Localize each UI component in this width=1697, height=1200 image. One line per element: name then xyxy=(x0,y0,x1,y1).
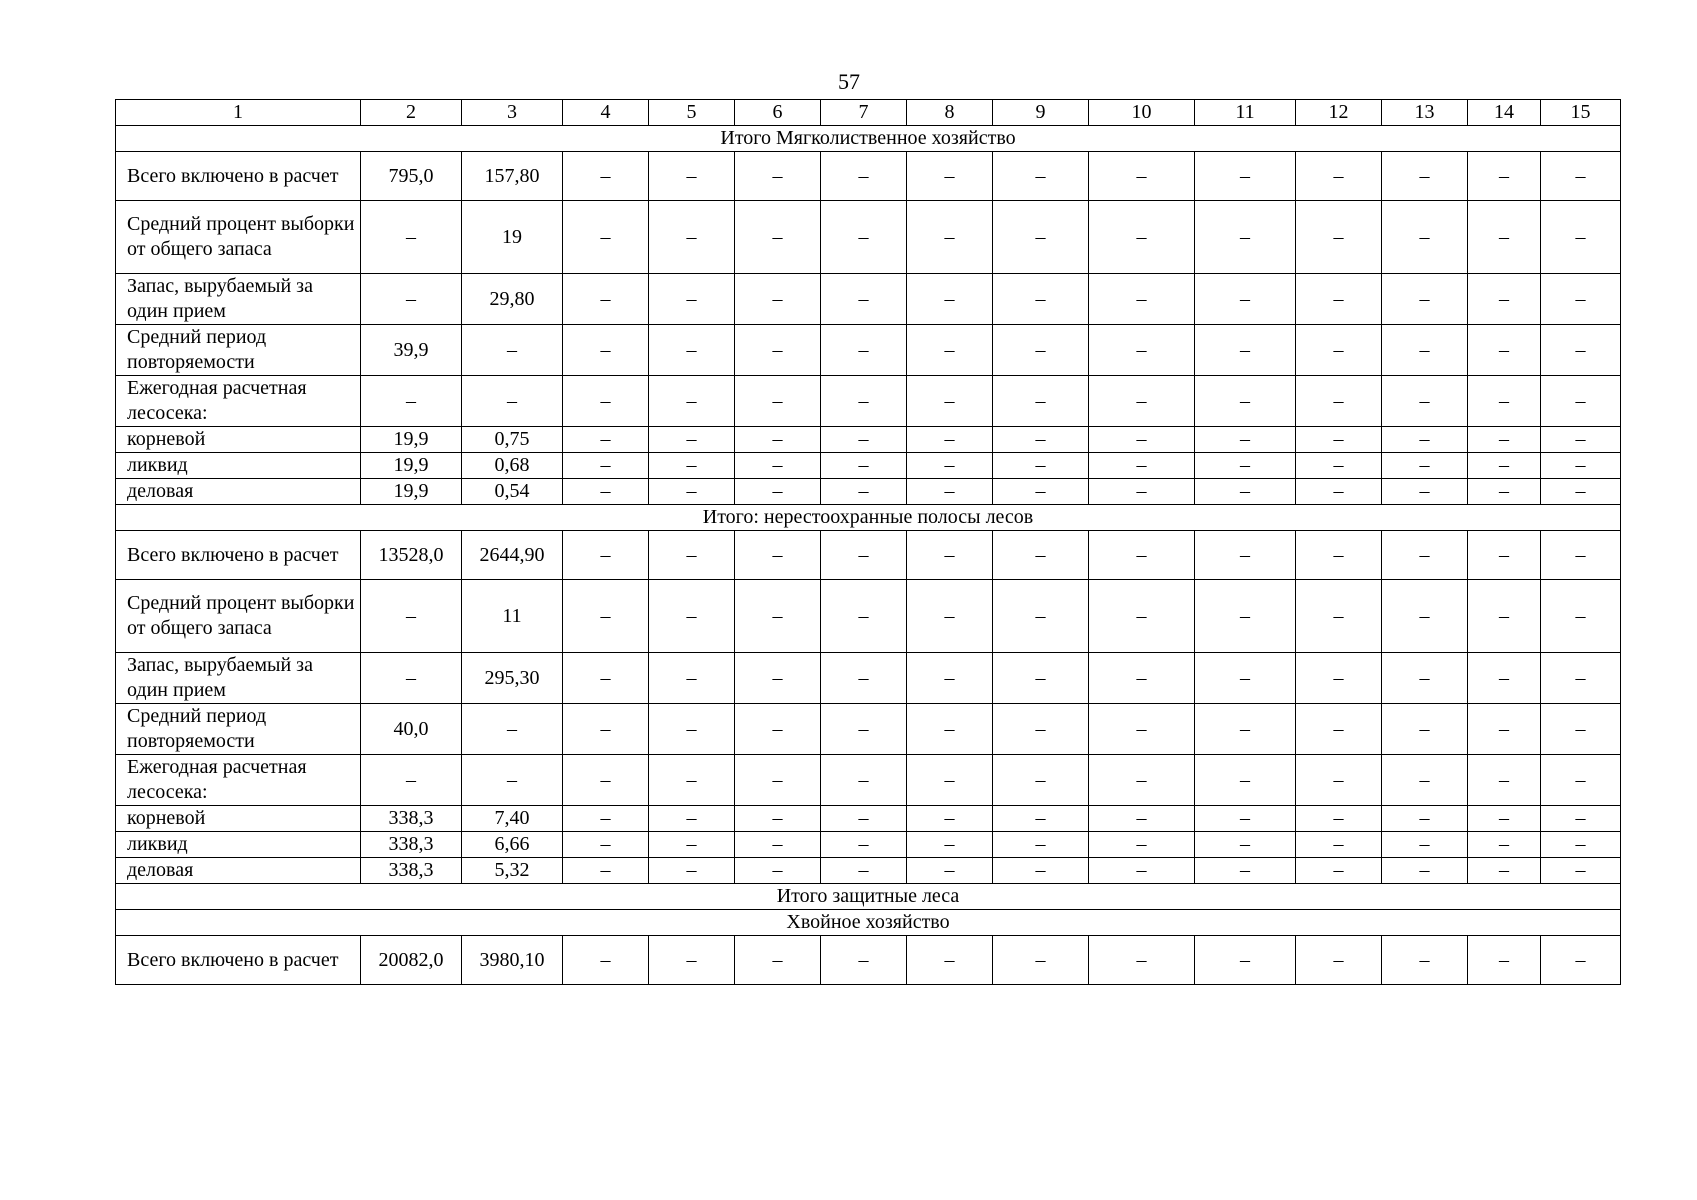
cell-col-14: – xyxy=(1468,832,1541,858)
cell-col-14: – xyxy=(1468,653,1541,704)
cell-col-9: – xyxy=(993,580,1089,653)
cell-col-2: – xyxy=(361,755,462,806)
cell-col-9: – xyxy=(993,653,1089,704)
cell-col-3: 295,30 xyxy=(462,653,563,704)
section-title-row xyxy=(116,505,1621,531)
cell-col-15: – xyxy=(1541,858,1621,884)
row-label: Средний период повторяемости xyxy=(116,325,361,376)
cell-col-3: – xyxy=(462,755,563,806)
cell-col-10: – xyxy=(1089,806,1195,832)
cell-col-13: – xyxy=(1382,152,1468,201)
cell-col-3: 19 xyxy=(462,201,563,274)
cell-col-2: 19,9 xyxy=(361,479,462,505)
cell-col-6: – xyxy=(735,152,821,201)
cell-col-5: – xyxy=(649,274,735,325)
table-row xyxy=(116,704,1621,755)
cell-col-7: – xyxy=(821,152,907,201)
cell-col-7: – xyxy=(821,580,907,653)
cell-col-2: 795,0 xyxy=(361,152,462,201)
cell-col-2: 338,3 xyxy=(361,806,462,832)
cell-col-10: – xyxy=(1089,531,1195,580)
table-row xyxy=(116,858,1621,884)
cell-col-14: – xyxy=(1468,274,1541,325)
row-label: Всего включено в расчет xyxy=(116,936,361,985)
table-row xyxy=(116,376,1621,427)
column-number: 15 xyxy=(1541,100,1621,126)
cell-col-4: – xyxy=(563,936,649,985)
cell-col-13: – xyxy=(1382,201,1468,274)
row-label: ликвид xyxy=(116,453,361,479)
table-row xyxy=(116,479,1621,505)
cell-col-10: – xyxy=(1089,858,1195,884)
cell-col-4: – xyxy=(563,806,649,832)
cell-col-4: – xyxy=(563,479,649,505)
cell-col-11: – xyxy=(1195,704,1296,755)
cell-col-2: 13528,0 xyxy=(361,531,462,580)
cell-col-8: – xyxy=(907,274,993,325)
cell-col-10: – xyxy=(1089,755,1195,806)
cell-col-5: – xyxy=(649,427,735,453)
cell-col-12: – xyxy=(1296,653,1382,704)
cell-col-8: – xyxy=(907,479,993,505)
cell-col-14: – xyxy=(1468,453,1541,479)
cell-col-13: – xyxy=(1382,325,1468,376)
cell-col-11: – xyxy=(1195,427,1296,453)
cell-col-5: – xyxy=(649,531,735,580)
column-number: 11 xyxy=(1195,100,1296,126)
cell-col-9: – xyxy=(993,755,1089,806)
cell-col-9: – xyxy=(993,201,1089,274)
cell-col-5: – xyxy=(649,376,735,427)
column-number: 14 xyxy=(1468,100,1541,126)
cell-col-11: – xyxy=(1195,755,1296,806)
cell-col-2: – xyxy=(361,376,462,427)
cell-col-2: – xyxy=(361,274,462,325)
cell-col-6: – xyxy=(735,201,821,274)
cell-col-15: – xyxy=(1541,325,1621,376)
cell-col-9: – xyxy=(993,806,1089,832)
cell-col-5: – xyxy=(649,806,735,832)
cell-col-10: – xyxy=(1089,832,1195,858)
cell-col-6: – xyxy=(735,580,821,653)
cell-col-8: – xyxy=(907,376,993,427)
cell-col-5: – xyxy=(649,453,735,479)
row-label: Ежегодная расчетная лесосека: xyxy=(116,755,361,806)
cell-col-13: – xyxy=(1382,274,1468,325)
cell-col-7: – xyxy=(821,325,907,376)
cell-col-4: – xyxy=(563,427,649,453)
row-label: деловая xyxy=(116,858,361,884)
cell-col-7: – xyxy=(821,479,907,505)
cell-col-11: – xyxy=(1195,806,1296,832)
row-label: Средний процент выборки от общего запаса xyxy=(116,201,361,274)
cell-col-9: – xyxy=(993,325,1089,376)
cell-col-11: – xyxy=(1195,531,1296,580)
row-label: Запас, вырубаемый за один прием xyxy=(116,653,361,704)
cell-col-11: – xyxy=(1195,580,1296,653)
table-row xyxy=(116,325,1621,376)
cell-col-12: – xyxy=(1296,201,1382,274)
cell-col-12: – xyxy=(1296,580,1382,653)
column-number: 2 xyxy=(361,100,462,126)
cell-col-6: – xyxy=(735,858,821,884)
cell-col-8: – xyxy=(907,453,993,479)
section-title: Итого Мягколиственное хозяйство xyxy=(116,126,1621,152)
cell-col-15: – xyxy=(1541,479,1621,505)
cell-col-5: – xyxy=(649,858,735,884)
cell-col-13: – xyxy=(1382,704,1468,755)
cell-col-3: 11 xyxy=(462,580,563,653)
section-title: Итого: нерестоохранные полосы лесов xyxy=(116,505,1621,531)
cell-col-14: – xyxy=(1468,806,1541,832)
cell-col-10: – xyxy=(1089,201,1195,274)
cell-col-7: – xyxy=(821,832,907,858)
cell-col-6: – xyxy=(735,531,821,580)
cell-col-14: – xyxy=(1468,427,1541,453)
cell-col-4: – xyxy=(563,531,649,580)
cell-col-9: – xyxy=(993,274,1089,325)
table-row xyxy=(116,806,1621,832)
cell-col-3: 0,54 xyxy=(462,479,563,505)
cell-col-13: – xyxy=(1382,376,1468,427)
cell-col-7: – xyxy=(821,858,907,884)
cell-col-12: – xyxy=(1296,427,1382,453)
cell-col-15: – xyxy=(1541,704,1621,755)
table-row xyxy=(116,832,1621,858)
cell-col-2: – xyxy=(361,201,462,274)
cell-col-9: – xyxy=(993,427,1089,453)
cell-col-15: – xyxy=(1541,427,1621,453)
cell-col-7: – xyxy=(821,201,907,274)
cell-col-15: – xyxy=(1541,453,1621,479)
row-label: корневой xyxy=(116,806,361,832)
cell-col-9: – xyxy=(993,453,1089,479)
cell-col-14: – xyxy=(1468,152,1541,201)
header-row xyxy=(116,100,1621,126)
cell-col-4: – xyxy=(563,704,649,755)
cell-col-6: – xyxy=(735,832,821,858)
cell-col-11: – xyxy=(1195,152,1296,201)
forest-table xyxy=(115,99,1621,985)
cell-col-4: – xyxy=(563,152,649,201)
cell-col-12: – xyxy=(1296,755,1382,806)
cell-col-10: – xyxy=(1089,936,1195,985)
cell-col-14: – xyxy=(1468,704,1541,755)
cell-col-5: – xyxy=(649,704,735,755)
cell-col-10: – xyxy=(1089,152,1195,201)
table-row xyxy=(116,653,1621,704)
cell-col-15: – xyxy=(1541,201,1621,274)
cell-col-15: – xyxy=(1541,580,1621,653)
cell-col-3: 157,80 xyxy=(462,152,563,201)
cell-col-11: – xyxy=(1195,479,1296,505)
cell-col-11: – xyxy=(1195,376,1296,427)
cell-col-6: – xyxy=(735,479,821,505)
cell-col-3: 0,75 xyxy=(462,427,563,453)
cell-col-6: – xyxy=(735,274,821,325)
cell-col-4: – xyxy=(563,653,649,704)
cell-col-6: – xyxy=(735,704,821,755)
cell-col-3: – xyxy=(462,325,563,376)
cell-col-10: – xyxy=(1089,653,1195,704)
cell-col-5: – xyxy=(649,936,735,985)
cell-col-4: – xyxy=(563,580,649,653)
cell-col-15: – xyxy=(1541,376,1621,427)
cell-col-8: – xyxy=(907,531,993,580)
cell-col-10: – xyxy=(1089,453,1195,479)
cell-col-9: – xyxy=(993,832,1089,858)
row-label: Всего включено в расчет xyxy=(116,152,361,201)
cell-col-10: – xyxy=(1089,704,1195,755)
cell-col-14: – xyxy=(1468,479,1541,505)
cell-col-11: – xyxy=(1195,858,1296,884)
cell-col-2: 338,3 xyxy=(361,832,462,858)
cell-col-13: – xyxy=(1382,858,1468,884)
cell-col-4: – xyxy=(563,755,649,806)
cell-col-6: – xyxy=(735,653,821,704)
cell-col-13: – xyxy=(1382,653,1468,704)
cell-col-8: – xyxy=(907,427,993,453)
cell-col-11: – xyxy=(1195,653,1296,704)
row-label: Ежегодная расчетная лесосека: xyxy=(116,376,361,427)
cell-col-7: – xyxy=(821,936,907,985)
cell-col-4: – xyxy=(563,832,649,858)
cell-col-2: 39,9 xyxy=(361,325,462,376)
cell-col-3: 2644,90 xyxy=(462,531,563,580)
cell-col-8: – xyxy=(907,152,993,201)
row-label: Всего включено в расчет xyxy=(116,531,361,580)
cell-col-8: – xyxy=(907,704,993,755)
table-row xyxy=(116,152,1621,201)
cell-col-8: – xyxy=(907,653,993,704)
cell-col-7: – xyxy=(821,755,907,806)
cell-col-8: – xyxy=(907,858,993,884)
cell-col-8: – xyxy=(907,806,993,832)
cell-col-15: – xyxy=(1541,152,1621,201)
cell-col-12: – xyxy=(1296,704,1382,755)
column-number: 5 xyxy=(649,100,735,126)
cell-col-13: – xyxy=(1382,479,1468,505)
column-number: 8 xyxy=(907,100,993,126)
cell-col-5: – xyxy=(649,755,735,806)
cell-col-6: – xyxy=(735,453,821,479)
column-number: 1 xyxy=(116,100,361,126)
cell-col-13: – xyxy=(1382,936,1468,985)
cell-col-7: – xyxy=(821,427,907,453)
cell-col-6: – xyxy=(735,755,821,806)
cell-col-9: – xyxy=(993,376,1089,427)
cell-col-11: – xyxy=(1195,832,1296,858)
cell-col-7: – xyxy=(821,806,907,832)
cell-col-7: – xyxy=(821,653,907,704)
cell-col-6: – xyxy=(735,936,821,985)
cell-col-7: – xyxy=(821,453,907,479)
cell-col-7: – xyxy=(821,274,907,325)
row-label: Средний процент выборки от общего запаса xyxy=(116,580,361,653)
row-label: Средний период повторяемости xyxy=(116,704,361,755)
cell-col-15: – xyxy=(1541,274,1621,325)
cell-col-15: – xyxy=(1541,653,1621,704)
cell-col-11: – xyxy=(1195,453,1296,479)
cell-col-3: 0,68 xyxy=(462,453,563,479)
cell-col-10: – xyxy=(1089,427,1195,453)
cell-col-15: – xyxy=(1541,806,1621,832)
cell-col-8: – xyxy=(907,201,993,274)
column-number: 7 xyxy=(821,100,907,126)
column-number: 9 xyxy=(993,100,1089,126)
cell-col-2: 19,9 xyxy=(361,427,462,453)
cell-col-4: – xyxy=(563,453,649,479)
cell-col-8: – xyxy=(907,580,993,653)
cell-col-2: – xyxy=(361,580,462,653)
cell-col-5: – xyxy=(649,201,735,274)
column-number: 10 xyxy=(1089,100,1195,126)
cell-col-3: 7,40 xyxy=(462,806,563,832)
cell-col-12: – xyxy=(1296,806,1382,832)
cell-col-7: – xyxy=(821,531,907,580)
cell-col-12: – xyxy=(1296,479,1382,505)
cell-col-14: – xyxy=(1468,531,1541,580)
column-number: 6 xyxy=(735,100,821,126)
cell-col-10: – xyxy=(1089,479,1195,505)
cell-col-11: – xyxy=(1195,201,1296,274)
cell-col-5: – xyxy=(649,832,735,858)
table-row xyxy=(116,531,1621,580)
cell-col-12: – xyxy=(1296,832,1382,858)
cell-col-14: – xyxy=(1468,858,1541,884)
cell-col-9: – xyxy=(993,531,1089,580)
cell-col-9: – xyxy=(993,152,1089,201)
cell-col-12: – xyxy=(1296,858,1382,884)
table-body xyxy=(116,100,1621,985)
cell-col-9: – xyxy=(993,936,1089,985)
cell-col-10: – xyxy=(1089,580,1195,653)
cell-col-5: – xyxy=(649,580,735,653)
cell-col-6: – xyxy=(735,806,821,832)
cell-col-13: – xyxy=(1382,531,1468,580)
row-label: Запас, вырубаемый за один прием xyxy=(116,274,361,325)
cell-col-2: 40,0 xyxy=(361,704,462,755)
cell-col-5: – xyxy=(649,152,735,201)
cell-col-8: – xyxy=(907,832,993,858)
cell-col-4: – xyxy=(563,858,649,884)
cell-col-9: – xyxy=(993,479,1089,505)
cell-col-3: 29,80 xyxy=(462,274,563,325)
cell-col-8: – xyxy=(907,936,993,985)
cell-col-10: – xyxy=(1089,274,1195,325)
cell-col-15: – xyxy=(1541,755,1621,806)
row-label: ликвид xyxy=(116,832,361,858)
cell-col-14: – xyxy=(1468,755,1541,806)
cell-col-13: – xyxy=(1382,806,1468,832)
cell-col-12: – xyxy=(1296,152,1382,201)
section-title-row xyxy=(116,884,1621,910)
table-row xyxy=(116,427,1621,453)
page-number: 57 xyxy=(838,69,860,94)
cell-col-15: – xyxy=(1541,936,1621,985)
cell-col-5: – xyxy=(649,325,735,376)
cell-col-11: – xyxy=(1195,325,1296,376)
cell-col-13: – xyxy=(1382,755,1468,806)
cell-col-12: – xyxy=(1296,376,1382,427)
cell-col-3: 3980,10 xyxy=(462,936,563,985)
cell-col-5: – xyxy=(649,479,735,505)
cell-col-14: – xyxy=(1468,201,1541,274)
cell-col-14: – xyxy=(1468,325,1541,376)
cell-col-4: – xyxy=(563,325,649,376)
cell-col-3: – xyxy=(462,704,563,755)
cell-col-12: – xyxy=(1296,936,1382,985)
column-number: 13 xyxy=(1382,100,1468,126)
cell-col-12: – xyxy=(1296,453,1382,479)
cell-col-14: – xyxy=(1468,376,1541,427)
row-label: корневой xyxy=(116,427,361,453)
cell-col-9: – xyxy=(993,858,1089,884)
cell-col-12: – xyxy=(1296,531,1382,580)
column-number: 12 xyxy=(1296,100,1382,126)
section-title: Итого защитные леса xyxy=(116,884,1621,910)
table-row xyxy=(116,201,1621,274)
column-number: 3 xyxy=(462,100,563,126)
cell-col-4: – xyxy=(563,376,649,427)
cell-col-8: – xyxy=(907,755,993,806)
cell-col-15: – xyxy=(1541,531,1621,580)
cell-col-13: – xyxy=(1382,832,1468,858)
cell-col-11: – xyxy=(1195,274,1296,325)
cell-col-5: – xyxy=(649,653,735,704)
cell-col-14: – xyxy=(1468,580,1541,653)
cell-col-9: – xyxy=(993,704,1089,755)
cell-col-15: – xyxy=(1541,832,1621,858)
cell-col-10: – xyxy=(1089,376,1195,427)
table-row xyxy=(116,274,1621,325)
row-label: деловая xyxy=(116,479,361,505)
cell-col-4: – xyxy=(563,274,649,325)
cell-col-3: – xyxy=(462,376,563,427)
cell-col-3: 6,66 xyxy=(462,832,563,858)
cell-col-8: – xyxy=(907,325,993,376)
cell-col-4: – xyxy=(563,201,649,274)
cell-col-13: – xyxy=(1382,580,1468,653)
cell-col-7: – xyxy=(821,704,907,755)
column-number: 4 xyxy=(563,100,649,126)
cell-col-12: – xyxy=(1296,325,1382,376)
table-row xyxy=(116,453,1621,479)
table-row xyxy=(116,755,1621,806)
cell-col-13: – xyxy=(1382,427,1468,453)
table-row xyxy=(116,936,1621,985)
cell-col-2: 338,3 xyxy=(361,858,462,884)
cell-col-2: 19,9 xyxy=(361,453,462,479)
cell-col-2: 20082,0 xyxy=(361,936,462,985)
section-title-row xyxy=(116,126,1621,152)
section-title-row xyxy=(116,910,1621,936)
cell-col-12: – xyxy=(1296,274,1382,325)
cell-col-10: – xyxy=(1089,325,1195,376)
table-row xyxy=(116,580,1621,653)
section-title: Хвойное хозяйство xyxy=(116,910,1621,936)
cell-col-3: 5,32 xyxy=(462,858,563,884)
cell-col-6: – xyxy=(735,325,821,376)
cell-col-7: – xyxy=(821,376,907,427)
cell-col-11: – xyxy=(1195,936,1296,985)
cell-col-14: – xyxy=(1468,936,1541,985)
cell-col-2: – xyxy=(361,653,462,704)
cell-col-6: – xyxy=(735,376,821,427)
cell-col-13: – xyxy=(1382,453,1468,479)
cell-col-6: – xyxy=(735,427,821,453)
